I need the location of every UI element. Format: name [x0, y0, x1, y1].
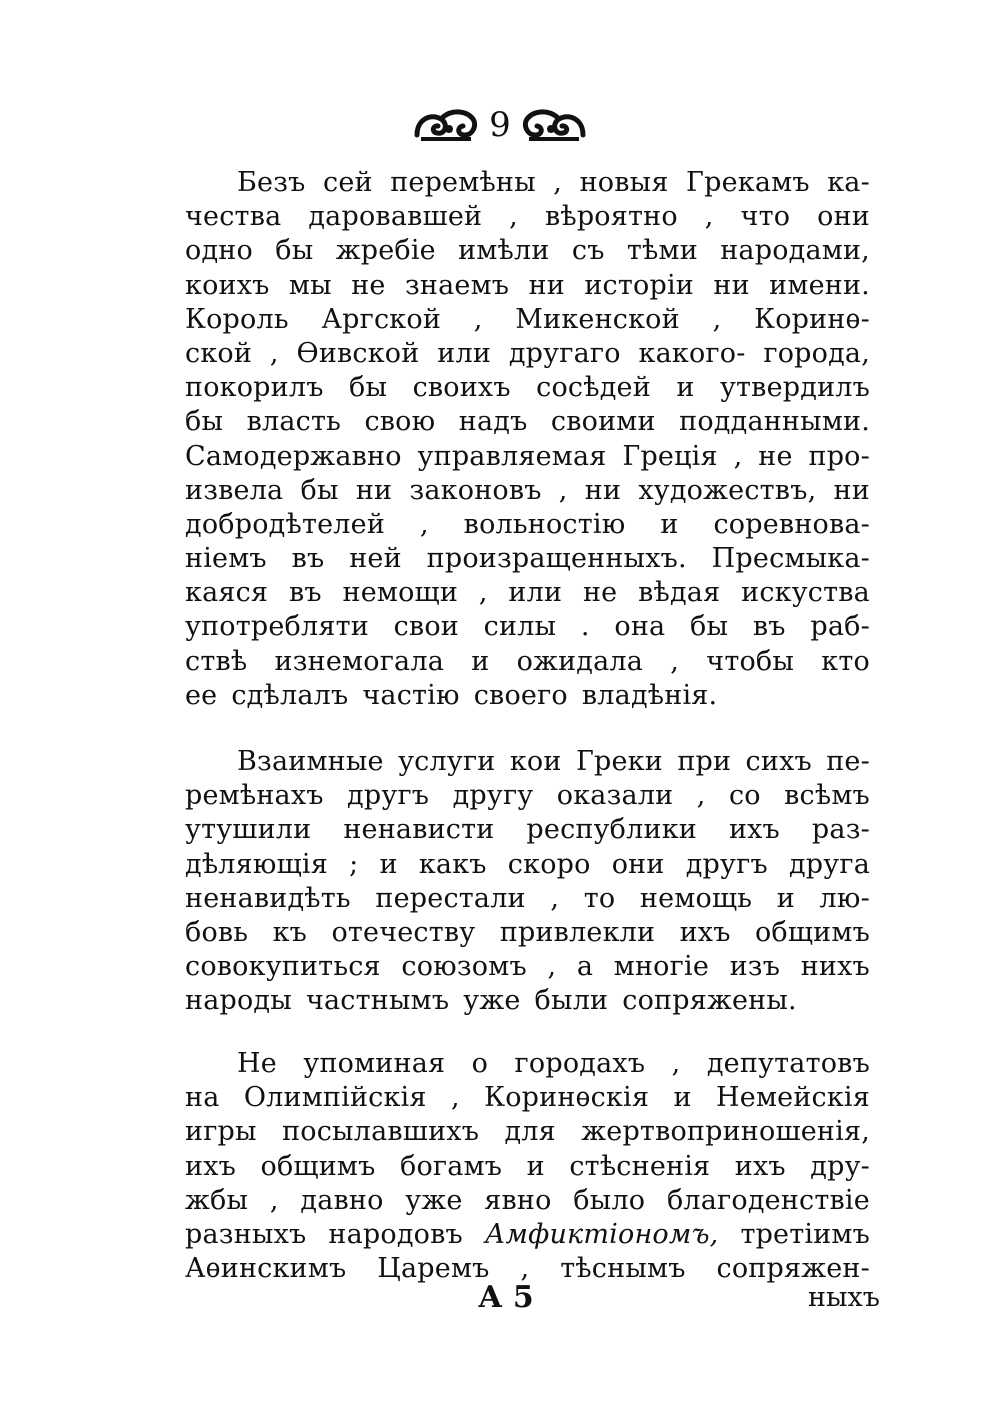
text-line: ніемъ въ ней произращенныхъ. Пресмыка- — [185, 543, 870, 575]
text-line: бовь къ отечеству привлекли ихъ общимъ — [185, 916, 870, 948]
paragraph-3 — [185, 1047, 870, 1286]
text-line: на Олимпійскія , Коринѳскія и Немейскія — [185, 1082, 870, 1114]
signature-mark: А 5 — [478, 1280, 534, 1315]
text-line: ремѣнахъ другъ другу оказали , со всѣмъ — [185, 780, 870, 812]
text-line: чества даровавшей , вѣроятно , что они — [185, 201, 870, 233]
text-line: Не упоминая о городахъ , депутатовъ — [237, 1048, 870, 1079]
text-line: ее сдѣлалъ частію своего владѣнія. — [185, 679, 718, 711]
text-line: Взаимные услуги кои Греки при сихъ пе- — [237, 746, 870, 777]
text-line: игры посылавшихъ для жертвоприношенія, — [185, 1116, 870, 1148]
text-line: извела бы ни законовъ , ни художествъ, ни — [185, 474, 870, 506]
text-line: Аѳинскимъ Царемъ , тѣснымъ сопряжен- — [185, 1253, 870, 1285]
paragraph-2 — [185, 745, 870, 1019]
right-ornament-icon — [521, 105, 587, 145]
text-line: бы власть свою надъ своими подданными. — [185, 406, 870, 438]
text-line: коихъ мы не знаемъ ни исторіи ни имени. — [185, 269, 870, 301]
text-line: дѣляющія ; и какъ скоро они другъ друга — [185, 848, 870, 880]
page-number: 9 — [489, 105, 511, 145]
text-line: ихъ общимъ богамъ и стѣсненія ихъ дру- — [185, 1150, 870, 1182]
page-header — [0, 100, 1000, 150]
left-ornament-icon — [413, 105, 479, 145]
text-line: Безъ сей перемѣны , новыя Грекамъ ка- — [237, 167, 870, 198]
text-line: Самодержавно управляемая Греція , не про- — [185, 440, 870, 472]
text-line: добродѣтелей , вольностію и соревнова- — [185, 508, 870, 540]
text-line: жбы , давно уже явно было благоденствіе — [185, 1184, 870, 1216]
text-line: покорилъ бы своихъ сосѣдей и утвердилъ — [185, 372, 870, 404]
text-line: разныхъ народовъ Амфиктіономъ, третіимъ — [185, 1218, 870, 1250]
text-line: ненавидѣть перестали , то немощь и лю- — [185, 882, 870, 914]
text-line: одно бы жребіе имѣли съ тѣми народами, — [185, 235, 870, 267]
text-line: употребляти свои силы . она бы въ раб- — [185, 611, 870, 643]
text-line: Король Аргской , Микенской , Коринѳ- — [185, 303, 870, 335]
text-line: ской , Ѳивской или другаго какого- города, — [185, 337, 870, 369]
text-line: совокупиться союзомъ , а многіе изъ нихъ — [185, 951, 870, 983]
text-line: народы частнымъ уже были сопряжены. — [185, 985, 797, 1017]
paragraph-1 — [185, 166, 870, 713]
text-line: утушили ненависти республики ихъ раз- — [185, 814, 870, 846]
catchword: ныхъ — [808, 1282, 880, 1313]
text-line: каяся въ немощи , или не вѣдая искуства — [185, 577, 870, 609]
text-line: ствѣ изнемогала и ожидала , чтобы кто — [185, 645, 870, 677]
